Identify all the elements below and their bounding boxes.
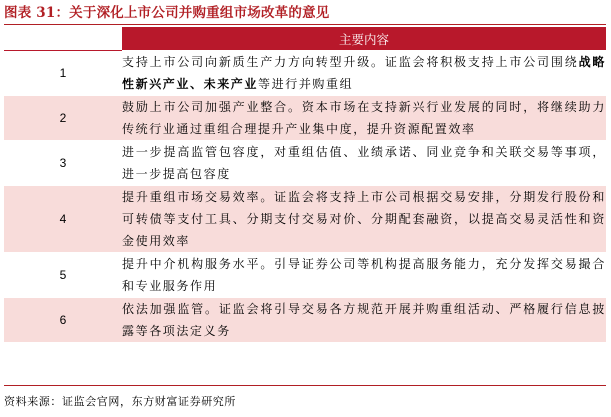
row-content bbox=[122, 141, 606, 186]
table-row bbox=[4, 141, 606, 186]
table-row bbox=[4, 51, 606, 96]
table-row bbox=[4, 96, 606, 141]
row-content bbox=[122, 96, 606, 141]
content-text: 依法加强监管。证监会将引导交易各方规范开展并购重组活动、严格履行信息披露等各项法定义务 bbox=[122, 302, 606, 338]
content-text: 支持上市公司向新质生产力方向转型升级。证监会将积极支持上市公司围绕 bbox=[122, 55, 579, 69]
source-note: 资料来源：证监会官网，东方财富证券研究所 bbox=[4, 395, 236, 408]
row-number: 2 bbox=[4, 96, 122, 141]
row-content bbox=[122, 51, 606, 96]
highlighted-text: 战略性新兴产业、未来产业 bbox=[122, 55, 606, 91]
header-number-cell bbox=[4, 27, 122, 51]
row-number: 4 bbox=[4, 186, 122, 253]
table-row bbox=[4, 253, 606, 298]
row-content bbox=[122, 186, 606, 253]
table-header-row bbox=[4, 27, 606, 51]
row-number: 3 bbox=[4, 141, 122, 186]
content-text: 等进行并购重组 bbox=[258, 77, 354, 91]
row-number: 5 bbox=[4, 253, 122, 298]
title-divider bbox=[4, 24, 606, 25]
content-text: 提升重组市场交易效率。证监会将支持上市公司根据交易安排，分期发行股份和可转债等支付工具、分期支付交易对价、分期配套融资，以提高交易灵活性和资金使用效率 bbox=[122, 190, 606, 248]
content-text: 提升中介机构服务水平。引导证券公司等机构提高服务能力，充分发挥交易撮合和专业服务作用 bbox=[122, 257, 606, 293]
header-content-cell: 主要内容 bbox=[122, 27, 606, 51]
content-text: 鼓励上市公司加强产业整合。资本市场在支持新兴行业发展的同时，将继续助力传统行业通过重组合理提升产业集中度，提升资源配置效率 bbox=[122, 100, 606, 136]
table-row bbox=[4, 186, 606, 253]
row-number: 1 bbox=[4, 51, 122, 96]
table-body bbox=[4, 51, 606, 343]
policy-table bbox=[4, 27, 606, 343]
content-text: 进一步提高监管包容度，对重组估值、业绩承诺、同业竞争和关联交易等事项，进一步提高包容度 bbox=[122, 145, 606, 181]
row-number: 6 bbox=[4, 298, 122, 343]
bottom-divider bbox=[4, 385, 606, 386]
row-content bbox=[122, 298, 606, 343]
table-row bbox=[4, 298, 606, 343]
figure-title: 图表 31：关于深化上市公司并购重组市场改革的意见 bbox=[4, 5, 330, 21]
row-content bbox=[122, 253, 606, 298]
